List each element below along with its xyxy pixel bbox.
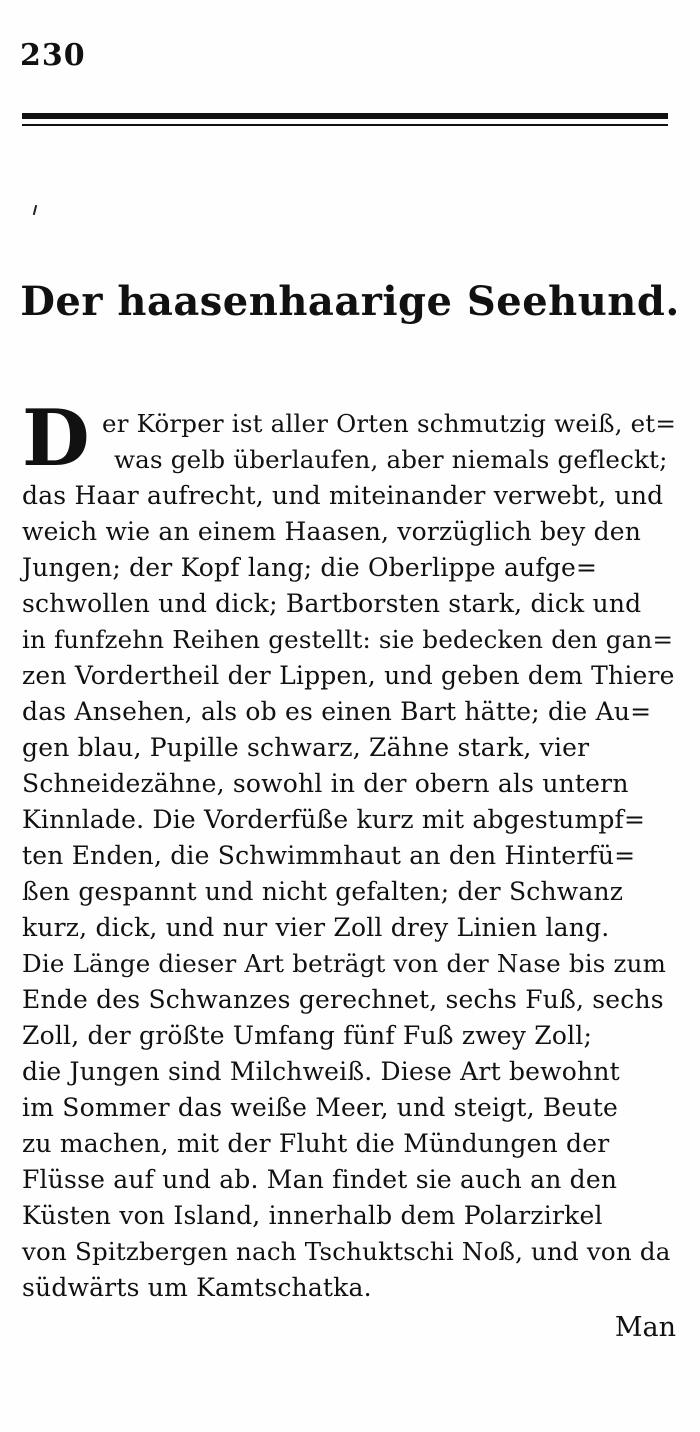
text-line: Ende des Schwanzes gerechnet, sechs Fuß, sechs [22,985,664,1014]
text-line: in funfzehn Reihen gestellt: sie bedecken den gan= [22,625,674,654]
catchword: Man [614,1312,676,1343]
text-line: Küsten von Island, innerhalb dem Polarzirkel [22,1201,603,1230]
drop-cap: D [22,393,90,484]
text-line: gen blau, Pupille schwarz, Zähne stark, vier [22,733,590,762]
text-line: zen Vordertheil der Lippen, und geben dem Thiere [22,661,675,690]
text-line: das Haar aufrecht, und miteinander verwebt, und [22,481,664,510]
text-line: die Jungen sind Milchweiß. Diese Art bewohnt [22,1057,620,1086]
text-line: schwollen und dick; Bartborsten stark, dick und [22,589,642,618]
text-line: Zoll, der größte Umfang fünf Fuß zwey Zoll; [22,1021,593,1050]
text-line: zu machen, mit der Fluht die Mündungen der [22,1129,610,1158]
text-line: ßen gespannt und nicht gefalten; der Schwanz [22,877,624,906]
text-line: er Körper ist aller Orten schmutzig weiß, et= [102,409,677,438]
text-line: Flüsse auf und ab. Man findet sie auch an den [22,1165,618,1194]
ink-speck [33,205,37,215]
text-line: südwärts um Kamtschatka. [22,1273,372,1302]
section-title: Der haasenhaarige Seehund. [20,278,680,325]
text-line: von Spitzbergen nach Tschuktschi Noß, und von da [22,1237,671,1266]
text-line: das Ansehen, als ob es einen Bart hätte; die Au= [22,697,652,726]
text-line: weich wie an einem Haasen, vorzüglich bey den [22,517,642,546]
text-line: Die Länge dieser Art beträgt von der Nase bis zum [22,949,667,978]
text-line: ten Enden, die Schwimmhaut an den Hinterfü= [22,841,636,870]
text-line: was gelb überlaufen, aber niemals gefleckt; [114,445,668,474]
header-rule-thick [22,113,668,119]
text-line: Jungen; der Kopf lang; die Oberlippe aufge= [22,553,598,582]
header-rule-thin [22,124,668,126]
text-line: im Sommer das weiße Meer, und steigt, Beute [22,1093,619,1122]
text-line: Kinnlade. Die Vorderfüße kurz mit abgestumpf= [22,805,646,834]
page-number: 230 [20,38,86,73]
text-line: kurz, dick, und nur vier Zoll drey Linien lang. [22,913,610,942]
text-line: Schneidezähne, sowohl in der obern als untern [22,769,629,798]
